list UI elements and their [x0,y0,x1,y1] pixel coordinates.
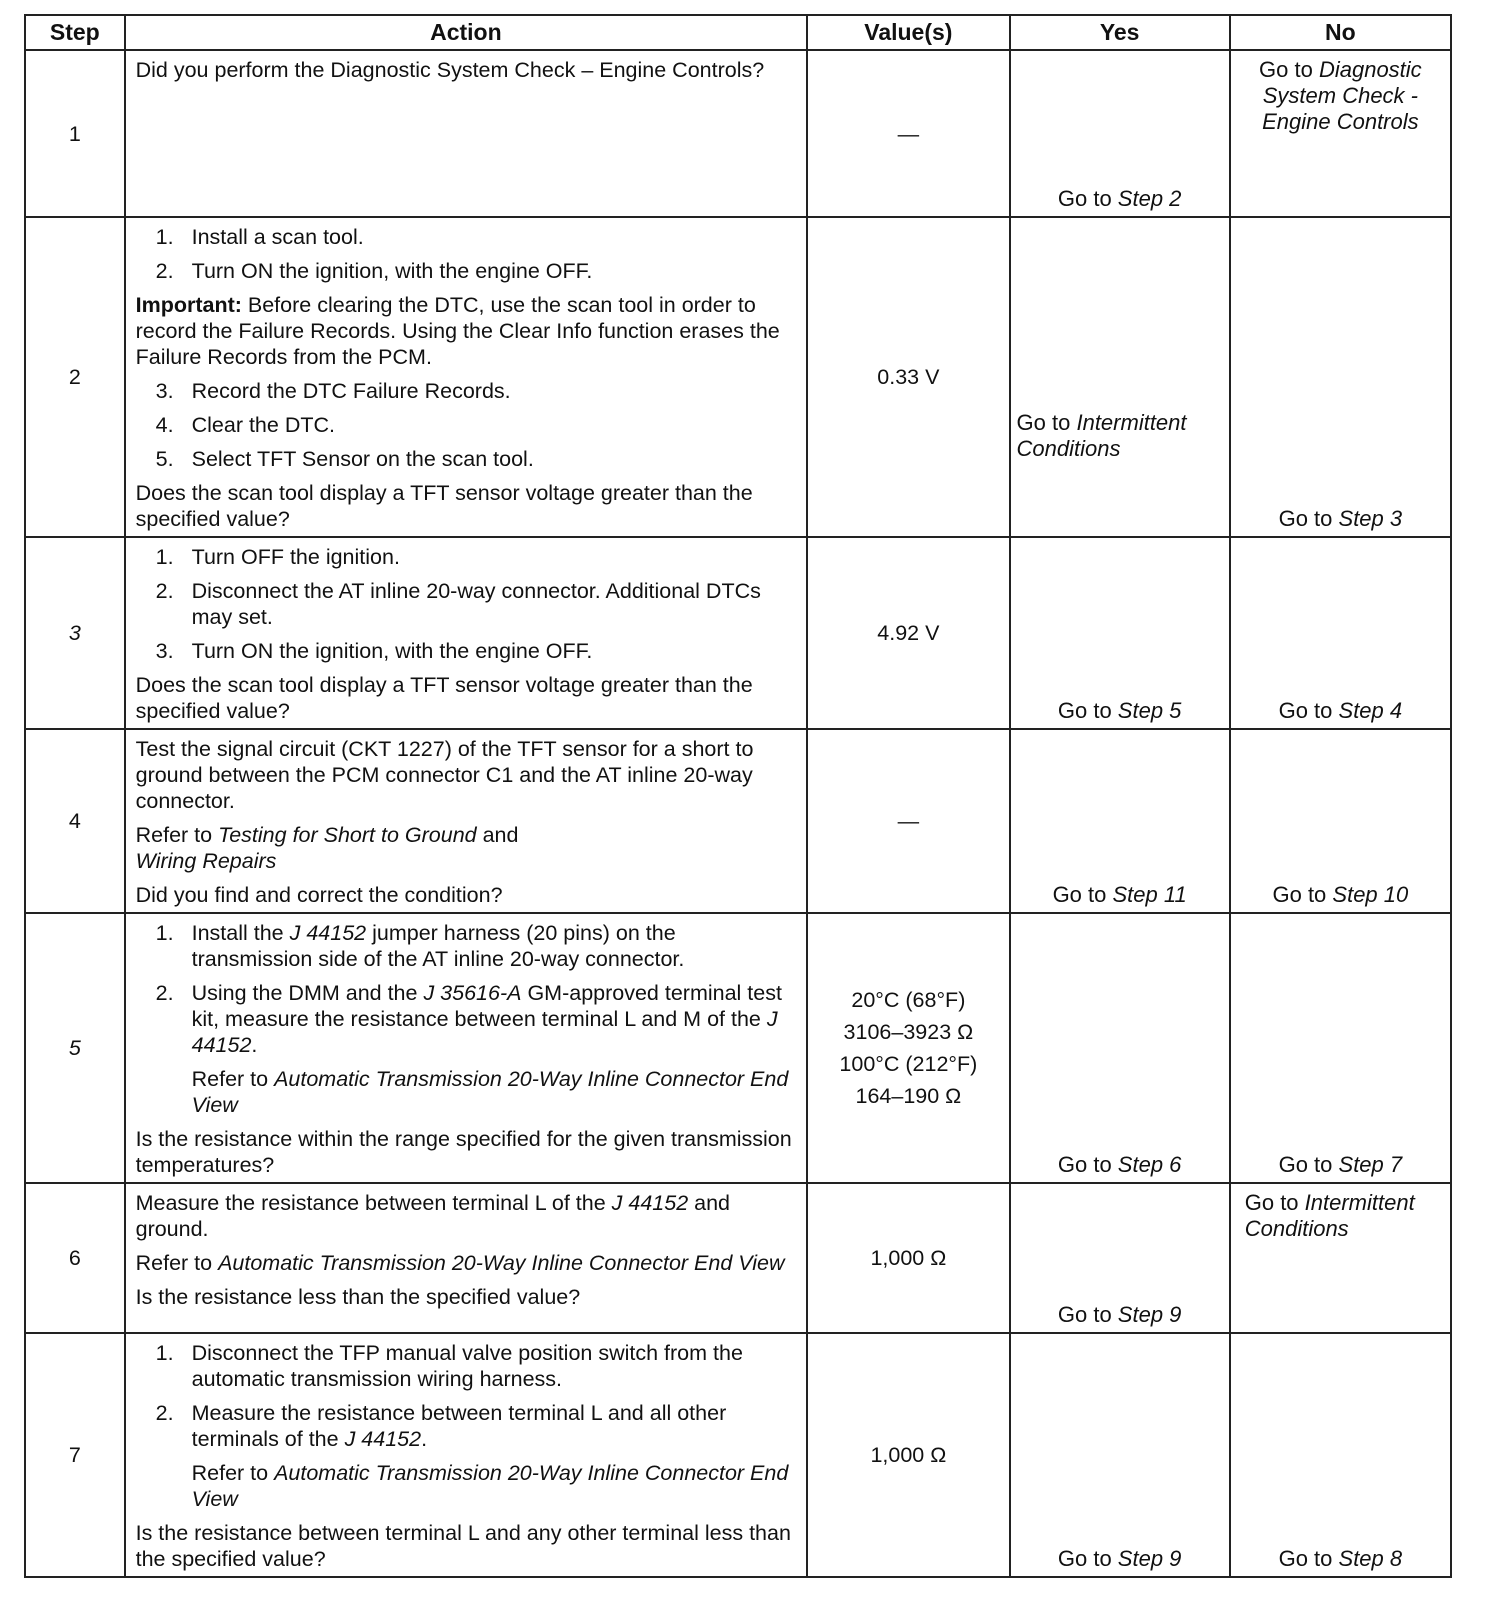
yes-link[interactable]: Go to Step 9 [1057,1302,1182,1327]
list-item: 1. Install a scan tool. [155,225,364,249]
step-number: 6 [25,1183,125,1333]
no-cell [1230,1183,1451,1333]
list-item: 5. Select TFT Sensor on the scan tool. [155,447,534,471]
yes-cell [1010,913,1230,1183]
table-row [25,1183,1451,1333]
important-note: Important: Before clearing the DTC, use the scan tool in order to record the Failure Records. Using the Clear Info function erases the Failure Records from the PCM. [135,293,780,369]
no-cell [1230,217,1451,537]
action-question: Did you perform the Diagnostic System Check – Engine Controls? [135,58,765,82]
action-cell [125,1333,808,1577]
refer-text: Refer to Automatic Transmission 20-Way Inline Connector End View [191,1067,789,1117]
value-text: 1,000 Ω [870,1443,947,1467]
step-list [136,920,797,1058]
no-cell [1230,913,1451,1183]
no-cell [1230,1333,1451,1577]
action-cell [125,50,808,217]
header-no: No [1230,15,1451,50]
yes-cell [1010,537,1230,729]
table-row [25,913,1451,1183]
step-number: 3 [25,537,125,729]
list-item: 1. Install the J 44152 jumper harness (20 pins) on the transmission side of the AT inline 20-way connector. [155,921,685,971]
step-number: 2 [25,217,125,537]
table-row [25,50,1451,217]
yes-cell [1010,1183,1230,1333]
action-question: Did you find and correct the condition? [135,883,503,907]
step-number: 7 [25,1333,125,1577]
table-row [25,537,1451,729]
action-text: Test the signal circuit (CKT 1227) of the TFT sensor for a short to ground between the PCM connector C1 and the AT inline 20-way connector. [135,737,754,813]
no-link[interactable]: Go to Intermittent Conditions [1244,1190,1415,1241]
step-list [136,224,797,284]
step-list [136,544,797,664]
value-text: 100°C (212°F) [839,1052,978,1076]
no-link[interactable]: Go to Step 7 [1278,1152,1403,1177]
value-cell [807,537,1009,729]
step-list [136,1340,797,1452]
step-list [136,378,797,472]
yes-cell [1010,217,1230,537]
value-text: 1,000 Ω [870,1246,947,1270]
header-step: Step [25,15,125,50]
refer-text: Refer to Testing for Short to Ground and Wiring Repairs [135,823,519,873]
action-cell [125,1183,808,1333]
yes-link[interactable]: Go to Step 11 [1052,882,1187,907]
yes-link[interactable]: Go to Step 5 [1057,698,1182,723]
no-link[interactable]: Go to Step 4 [1278,698,1403,723]
yes-link[interactable]: Go to Intermittent Conditions [1016,410,1187,461]
value-cell [807,1183,1009,1333]
list-item: 2. Using the DMM and the J 35616-A GM-approved terminal test kit, measure the resistance between terminal L and M of the J 44152. [155,981,782,1057]
header-action: Action [125,15,808,50]
action-text: Measure the resistance between terminal L of the J 44152 and ground. [135,1191,731,1241]
diagnostic-table [24,14,1452,1578]
action-question: Does the scan tool display a TFT sensor voltage greater than the specified value? [135,481,753,531]
no-cell [1230,50,1451,217]
action-cell [125,217,808,537]
table-row [25,729,1451,913]
list-item: 3. Record the DTC Failure Records. [155,379,511,403]
value-cell [807,913,1009,1183]
header-row [25,15,1451,50]
refer-text: Refer to Automatic Transmission 20-Way Inline Connector End View [135,1251,785,1275]
list-item: 3. Turn ON the ignition, with the engine OFF. [155,639,593,663]
list-item: 2. Measure the resistance between terminal L and all other terminals of the J 44152. [155,1401,727,1451]
value-cell [807,217,1009,537]
value-text: 4.92 V [877,621,940,645]
value-text: 0.33 V [877,365,940,389]
table-row [25,217,1451,537]
no-cell [1230,729,1451,913]
action-question: Is the resistance between terminal L and any other terminal less than the specified value? [135,1521,791,1571]
value-text: 3106–3923 Ω [843,1020,974,1044]
yes-link[interactable]: Go to Step 6 [1057,1152,1182,1177]
action-cell [125,729,808,913]
refer-text: Refer to Automatic Transmission 20-Way Inline Connector End View [191,1461,789,1511]
yes-cell [1010,50,1230,217]
step-number: 5 [25,913,125,1183]
list-item: 2. Disconnect the AT inline 20-way connector. Additional DTCs may set. [155,579,761,629]
yes-link[interactable]: Go to Step 9 [1057,1546,1182,1571]
action-question: Is the resistance less than the specified value? [135,1285,581,1309]
no-link[interactable]: Go to Step 8 [1278,1546,1403,1571]
no-cell [1230,537,1451,729]
value-cell [807,50,1009,217]
action-question: Is the resistance within the range specified for the given transmission temperatures? [135,1127,792,1177]
list-item: 1. Turn OFF the ignition. [155,545,400,569]
list-item: 4. Clear the DTC. [155,413,335,437]
value-text: — [897,121,920,146]
value-text: — [897,809,920,833]
value-cell [807,729,1009,913]
table-row [25,1333,1451,1577]
value-text: 164–190 Ω [855,1084,962,1108]
list-item: 2. Turn ON the ignition, with the engine OFF. [155,259,593,283]
step-number: 1 [25,50,125,217]
action-question: Does the scan tool display a TFT sensor voltage greater than the specified value? [135,673,753,723]
yes-link[interactable]: Go to Step 2 [1057,186,1182,211]
yes-cell [1010,1333,1230,1577]
header-values: Value(s) [807,15,1009,50]
value-cell [807,1333,1009,1577]
header-yes: Yes [1010,15,1230,50]
no-link[interactable]: Go to Diagnostic System Check - Engine Controls [1259,57,1422,134]
action-cell [125,537,808,729]
list-item: 1. Disconnect the TFP manual valve position switch from the automatic transmission wiring harness. [155,1341,743,1391]
yes-cell [1010,729,1230,913]
value-text: 20°C (68°F) [851,988,966,1012]
no-link[interactable]: Go to Step 10 [1272,882,1409,907]
no-link[interactable]: Go to Step 3 [1278,506,1403,531]
step-number: 4 [25,729,125,913]
action-cell [125,913,808,1183]
